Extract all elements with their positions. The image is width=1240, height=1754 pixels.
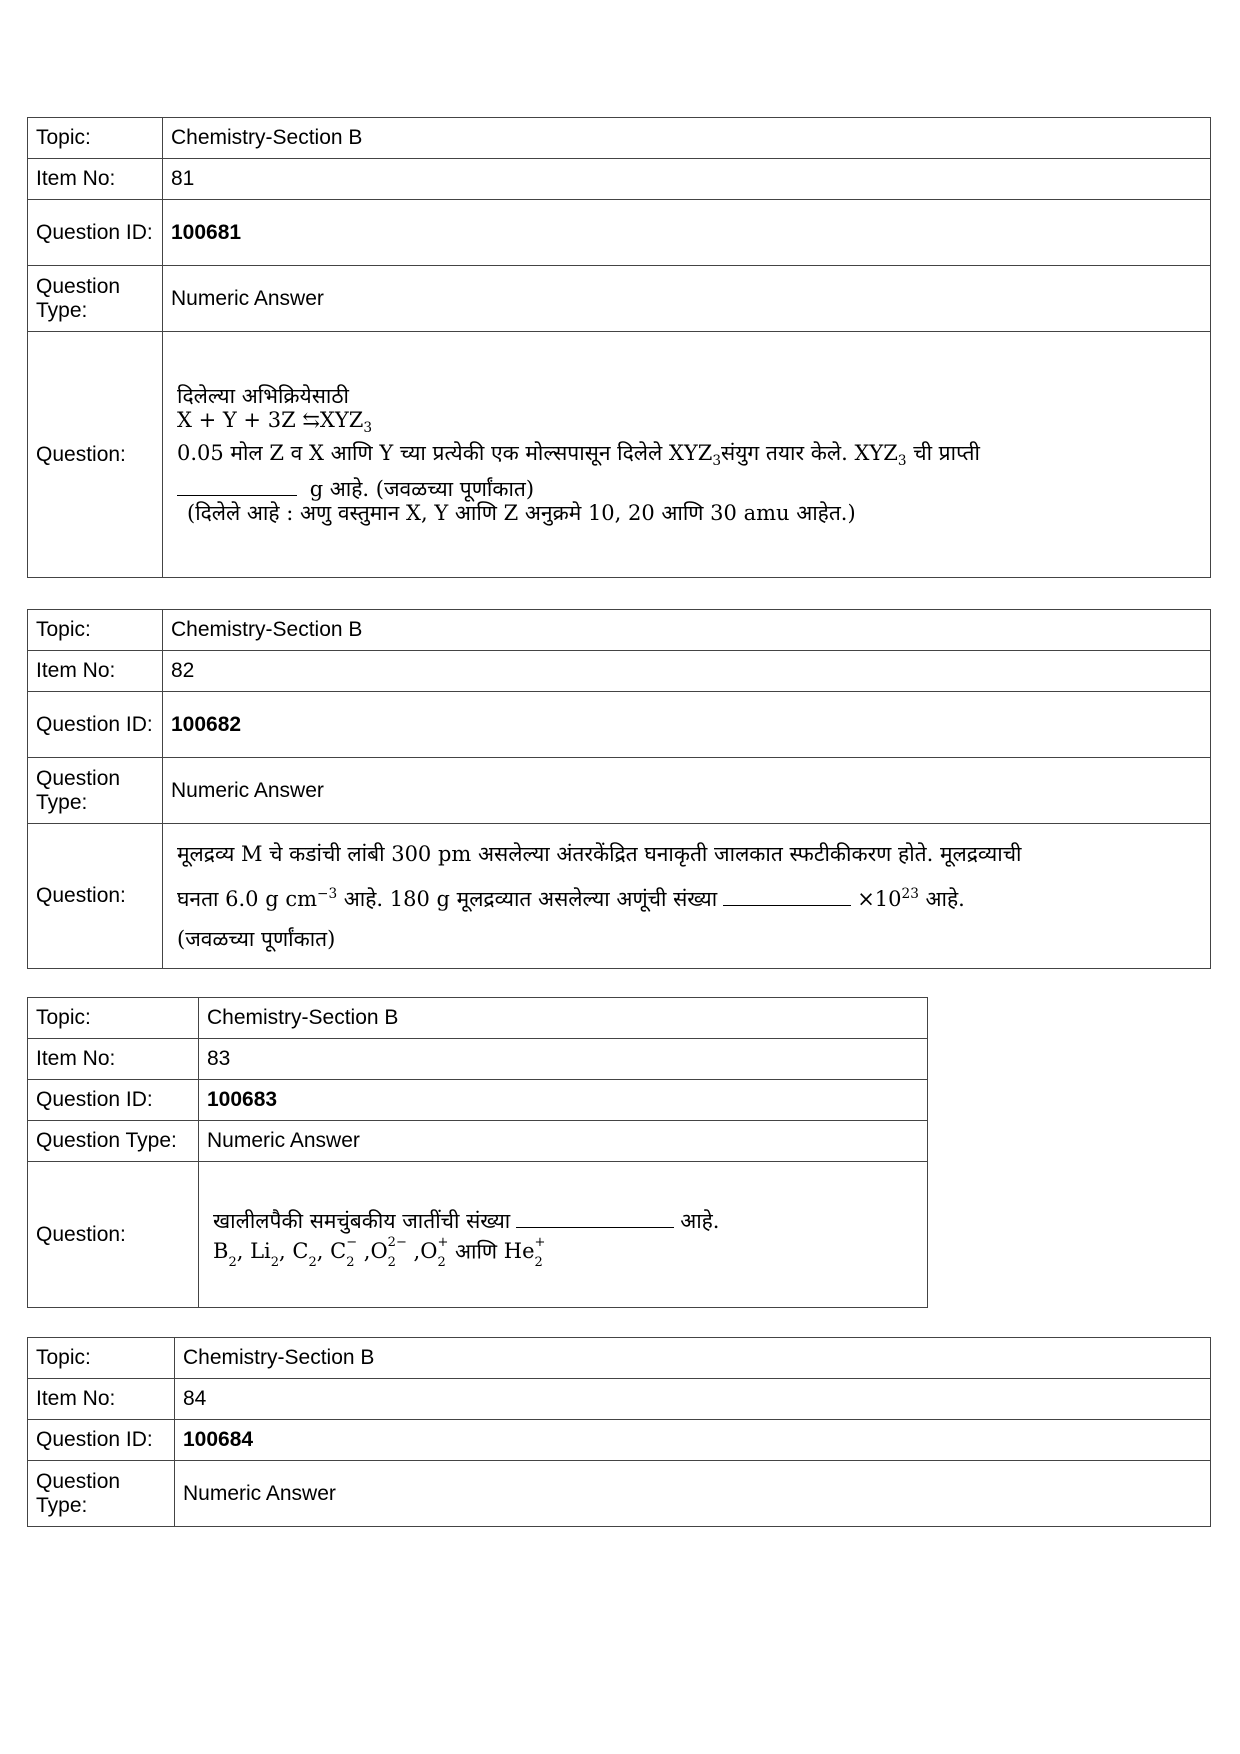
question-id-label: Question ID:	[28, 1080, 199, 1121]
item-no-value: 81	[163, 159, 1211, 200]
question-text	[163, 824, 1211, 969]
topic-value: Chemistry-Section B	[163, 118, 1211, 159]
question-type-value: Numeric Answer	[199, 1121, 928, 1162]
question-text	[163, 332, 1211, 578]
question-id-value: 100682	[163, 692, 1211, 758]
question-type-label: Question Type:	[28, 266, 163, 332]
item-no-label: Item No:	[28, 1039, 199, 1080]
item-no-label: Item No:	[28, 159, 163, 200]
item-no-label: Item No:	[28, 1379, 175, 1420]
chemical-species: O 2− 2	[370, 1234, 407, 1270]
item-no-value: 82	[163, 651, 1211, 692]
question-line: 0.05 मोल Z व X आणि Y च्या प्रत्येकी एक मोल्सपासून दिलेले $XYZ_3संयुग$ तयार केले. $XYZ_3$ ची प्राप्ती	[177, 440, 980, 469]
answer-blank	[723, 883, 851, 906]
item-no-value: 83	[199, 1039, 928, 1080]
chemical-species: C − 2	[330, 1234, 358, 1270]
topic-label: Topic:	[28, 610, 163, 651]
chemical-species: He + 2	[503, 1234, 546, 1270]
topic-label: Topic:	[28, 998, 199, 1039]
question-line: खालीलपैकी समचुंबकीय जातींची संख्या आहे.	[213, 1197, 913, 1233]
topic-value: Chemistry-Section B	[175, 1338, 1211, 1379]
question-type-value: Numeric Answer	[163, 758, 1211, 824]
question-text	[199, 1162, 928, 1308]
question-label: Question:	[28, 332, 163, 578]
topic-value: Chemistry-Section B	[199, 998, 928, 1039]
question-line: मूलद्रव्य M चे कडांची लांबी 300 pm असलेल्या अंतरकेंद्रित घनाकृती जालकात स्फटीकीकरण होते. मूलद्रव्याची	[177, 841, 1022, 866]
question-type-label: Question Type:	[28, 1461, 175, 1527]
question-type-value: Numeric Answer	[163, 266, 1211, 332]
question-label: Question:	[28, 1162, 199, 1308]
question-line: g आहे. (जवळच्या पूर्णांकात)	[177, 473, 1196, 501]
chemical-species: Li 2	[250, 1239, 280, 1270]
question-card-84	[27, 1337, 1211, 1527]
question-line: दिलेल्या अभिक्रियेसाठी	[177, 384, 349, 409]
answer-blank	[516, 1197, 674, 1228]
question-card-83	[27, 997, 928, 1308]
question-id-label: Question ID:	[28, 200, 163, 266]
topic-label: Topic:	[28, 1338, 175, 1379]
question-card-81	[27, 117, 1211, 578]
topic-value: Chemistry-Section B	[163, 610, 1211, 651]
chemical-species: O + 2	[420, 1234, 449, 1270]
species-list: B 2 , Li 2 , C 2 , C − 2 ,O 2− 2 ,O + 2 आणि He + 2	[213, 1234, 546, 1270]
question-line: (जवळच्या पूर्णांकात)	[177, 926, 336, 951]
question-id-value: 100684	[175, 1420, 1211, 1461]
chemical-species: C 2	[292, 1239, 317, 1270]
question-label: Question:	[28, 824, 163, 969]
item-no-value: 84	[175, 1379, 1211, 1420]
item-no-label: Item No:	[28, 651, 163, 692]
question-id-label: Question ID:	[28, 1420, 175, 1461]
question-type-value: Numeric Answer	[175, 1461, 1211, 1527]
question-line: घनता 6.0 g $cm^{-3}$ आहे. 180 g मूलद्रव्यात असलेल्या अणूंची संख्या $\times 10^{23}$ आहे.	[177, 874, 1196, 919]
chemical-species: B 2	[213, 1239, 237, 1270]
question-type-label: Question Type:	[28, 1121, 199, 1162]
topic-label: Topic:	[28, 118, 163, 159]
question-type-label: Question Type:	[28, 758, 163, 824]
question-line: (दिलेले आहे : अणु वस्तुमान X, Y आणि Z अनुक्रमे 10, 20 आणि 30 amu आहेत.)	[187, 500, 856, 525]
question-id-label: Question ID:	[28, 692, 163, 758]
question-id-value: 100683	[199, 1080, 928, 1121]
question-card-82	[27, 609, 1211, 969]
answer-blank	[177, 473, 297, 496]
reaction-equation: X + Y + 3Z $⇆XYZ_3$	[177, 408, 373, 437]
question-id-value: 100681	[163, 200, 1211, 266]
